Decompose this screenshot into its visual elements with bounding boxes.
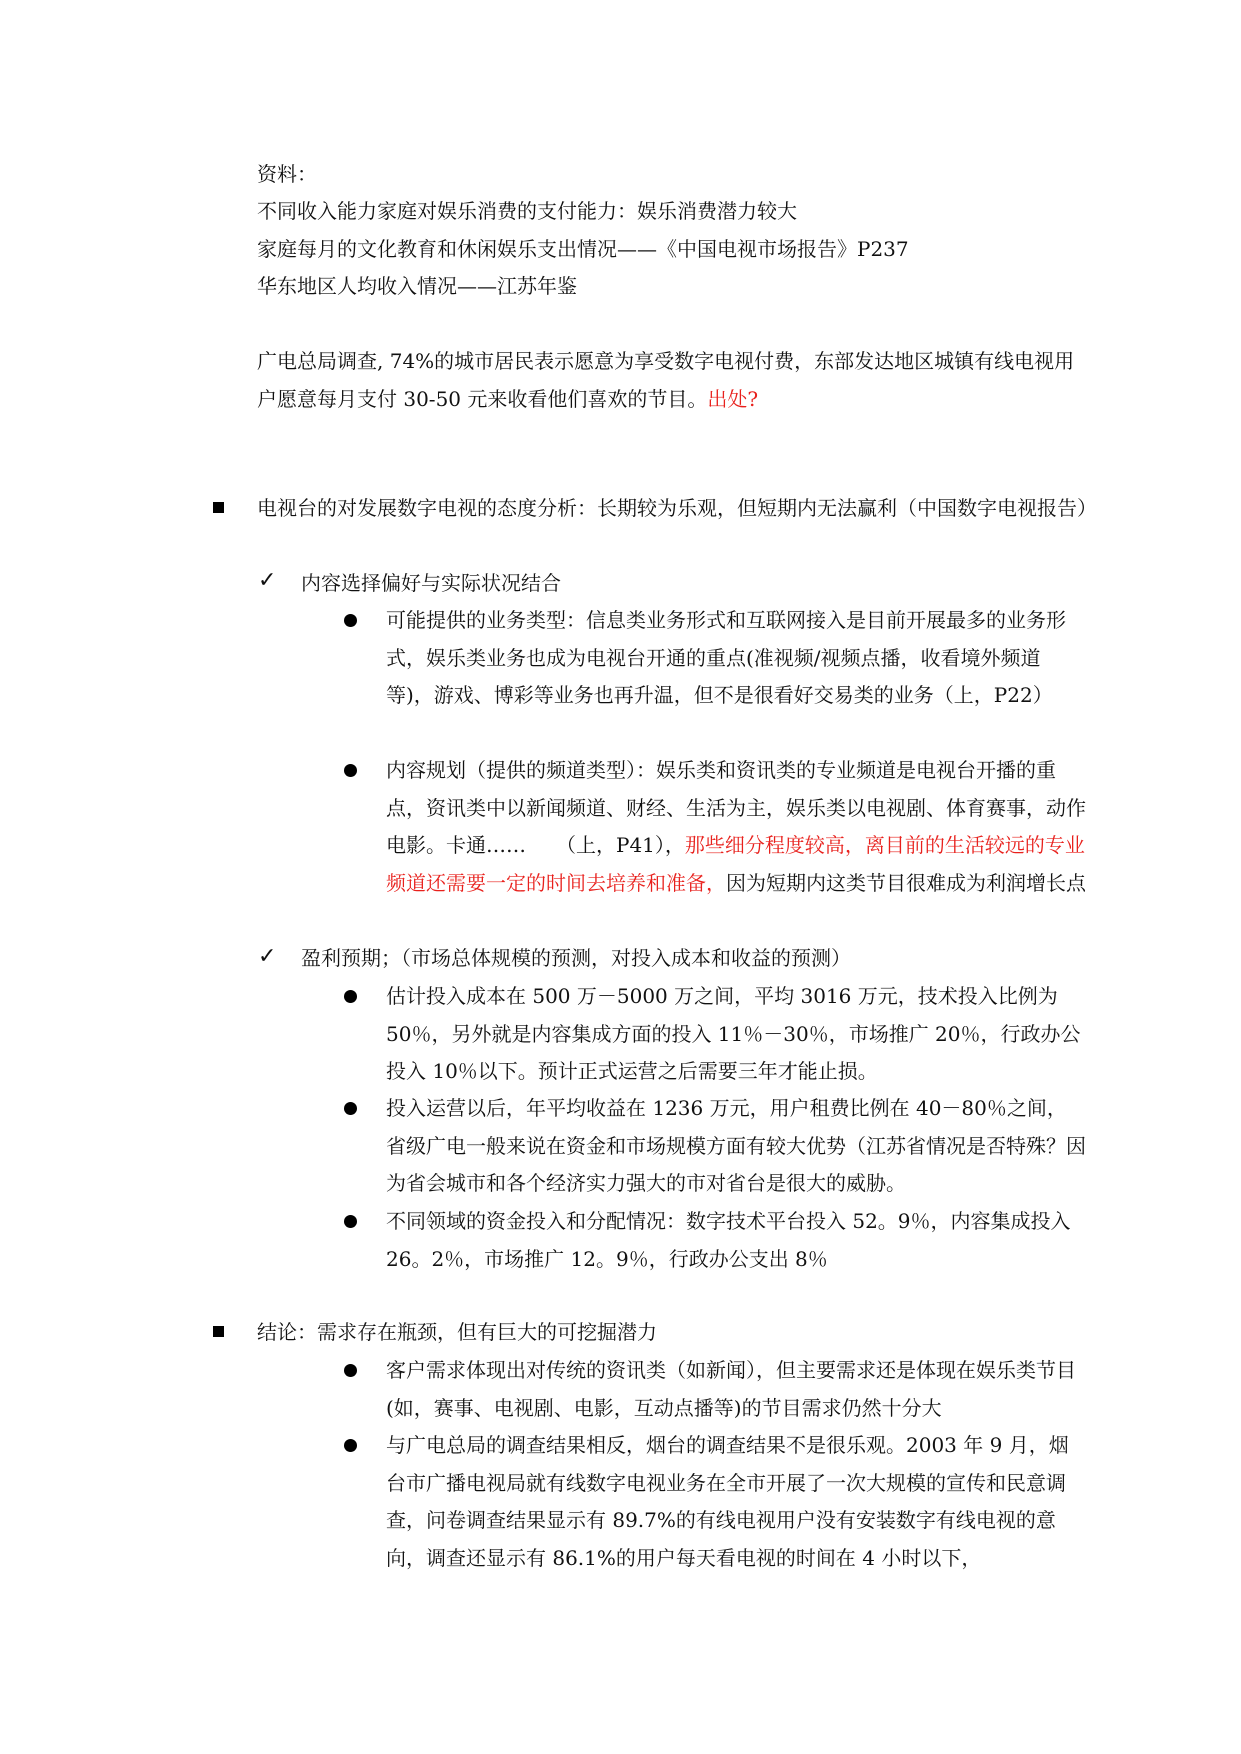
round-bullet-icon xyxy=(344,1215,357,1228)
section1-title: 电视台的对发展数字电视的态度分析：长期较为乐观，但短期内无法赢利（中国数字电视报告） xyxy=(257,496,1097,520)
materials-line-2: 家庭每月的文化教育和休闲娱乐支出情况——《中国电视市场报告》P237 xyxy=(257,237,909,261)
bullet2-text-post: 因为短期内这类节目很难成为利润增长点 xyxy=(726,870,1086,895)
round-bullet-icon xyxy=(344,1439,357,1452)
survey-source-note: 出处? xyxy=(707,386,759,411)
square-bullet-icon xyxy=(213,1326,224,1337)
bullet2-text-pre: 内容规划（提供的频道类型）：娱乐类和资讯类的专业频道是电视台开播的重点，资讯类中以新闻频道、财经、生活为主，娱乐类以电视剧、体育赛事，动作电影。卡通…… （上，P41）， xyxy=(386,758,1086,857)
round-bullet-icon xyxy=(344,614,357,627)
sub1-title: 内容选择偏好与实际状况结合 xyxy=(301,571,561,595)
section2-title: 结论：需求存在瓶颈，但有巨大的可挖掘潜力 xyxy=(257,1320,657,1344)
bullet2-highlight: 那些细分程度较高，离目前的生活较远的专业频道还需要一定的时间去培养和准备， xyxy=(386,833,1085,895)
sub2-title: 盈利预期；（市场总体规模的预测，对投入成本和收益的预测） xyxy=(301,946,851,970)
sub2-bullet-2: 投入运营以后，年平均收益在 1236 万元，用户租费比例在 40－80％之间，省级广电一般来说在资金和市场规模方面有较大优势（江苏省情况是否特殊？因为省会城市和各个经济实力强大的市对省台是很大的威胁。 xyxy=(386,1096,1086,1195)
materials-line-1: 不同收入能力家庭对娱乐消费的支付能力：娱乐消费潜力较大 xyxy=(257,199,797,223)
round-bullet-icon xyxy=(344,990,357,1003)
square-bullet-icon xyxy=(213,502,224,513)
checkmark-icon: ✓ xyxy=(258,568,277,593)
materials-heading: 资料： xyxy=(257,162,317,186)
checkmark-icon: ✓ xyxy=(258,944,277,969)
materials-line-3: 华东地区人均收入情况——江苏年鉴 xyxy=(257,274,577,298)
sub2-bullet-1: 估计投入成本在 500 万－5000 万之间，平均 3016 万元，技术投入比例为 50％，另外就是内容集成方面的投入 11％－30％，市场推广 20％，行政办公投入 10％以下。预计正式运营之后需要三年才能止损。 xyxy=(386,984,1081,1083)
sub1-bullet-1: 可能提供的业务类型：信息类业务形式和互联网接入是目前开展最多的业务形式，娱乐类业务也成为电视台开通的重点(准视频/视频点播，收看境外频道等)，游戏、博彩等业务也再升温，但不是很看好交易类的业务（上，P22） xyxy=(386,608,1066,707)
section2-bullet-1: 客户需求体现出对传统的资讯类（如新闻），但主要需求还是体现在娱乐类节目(如，赛事、电视剧、电影，互动点播等)的节目需求仍然十分大 xyxy=(386,1358,1076,1420)
round-bullet-icon xyxy=(344,764,357,777)
survey-paragraph xyxy=(257,343,1087,418)
sub2-bullet-3: 不同领域的资金投入和分配情况：数字技术平台投入 52。9％，内容集成投入 26。2％，市场推广 12。9％，行政办公支出 8％ xyxy=(386,1209,1071,1271)
round-bullet-icon xyxy=(344,1364,357,1377)
sub1-bullet-2 xyxy=(386,752,1086,902)
round-bullet-icon xyxy=(344,1102,357,1115)
survey-text: 广电总局调查, 74%的城市居民表示愿意为享受数字电视付费，东部发达地区城镇有线电视用户愿意每月支付 30-50 元来收看他们喜欢的节目。 xyxy=(257,349,1075,411)
section2-bullet-2: 与广电总局的调查结果相反，烟台的调查结果不是很乐观。2003 年 9 月，烟台市广播电视局就有线数字电视业务在全市开展了一次大规模的宣传和民意调查，问卷调查结果显示有 89.7%的有线电视用户没有安装数字有线电视的意向，调查还显示有 86.1%的用户每天看电视的时间在 4 小时以下， xyxy=(386,1433,1069,1570)
